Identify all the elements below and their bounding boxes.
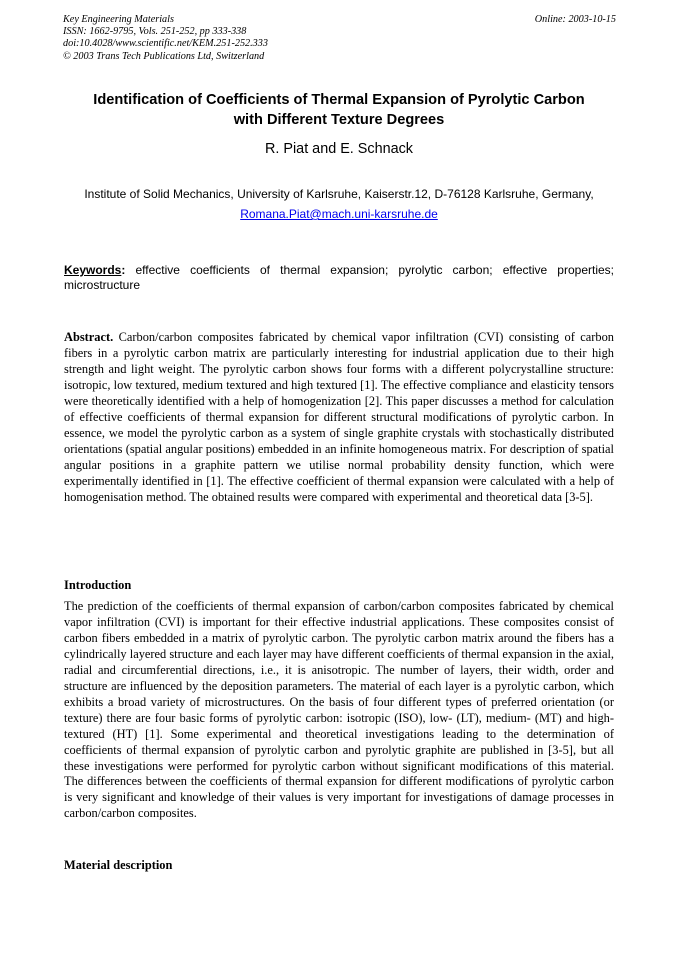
material-description-heading: Material description xyxy=(64,858,173,872)
copyright-line: © 2003 Trans Tech Publications Ltd, Switzerland xyxy=(63,50,265,62)
abstract-label: Abstract. xyxy=(64,330,114,344)
title-line-1: Identification of Coefficients of Thermal Expansion of Pyrolytic Carbon xyxy=(93,92,585,108)
journal-info xyxy=(63,14,616,63)
online-date: Online: 2003-10-15 xyxy=(534,14,616,25)
abstract-text: Carbon/carbon composites fabricated by chemical vapor infiltration (CVI) consisting of carbon fibers in a pyrolytic carbon matrix are particularly interesting for industrial application due to their high strength and light weight. The pyrolytic carbon shows four forms with a different polycrystalline structure: isotropic, low textured, medium textured and high textured [1]. The effective compliance and elasticity tensors were theoretically identified with a help of homogenization [2]. This paper discusses a method for calculation of effective coefficients of thermal expansion for different structural modifications of pyrolytic carbon. In essence, we model the pyrolytic carbon as a system of single graphite crystals with stochastically distributed orientations (spatial angular positions) embedded in an infinite homogeneous matrix. For description of spatial angular positions in a graphite pattern we utilise normal probability density function, which were experimentally identified in [1]. The effective coefficient of thermal expansion were calculated with a help of homogenisation method. The obtained results were compared with experimental and theoretical data [3-5]. xyxy=(64,330,614,504)
keywords-label: Keywords xyxy=(64,263,122,277)
paper-title xyxy=(40,90,638,130)
journal-name: Key Engineering Materials xyxy=(63,14,174,25)
page-header xyxy=(63,14,616,63)
affiliation: Institute of Solid Mechanics, University of Karlsruhe, Kaiserstr.12, D-76128 Karlsruhe, Germany, xyxy=(84,187,594,201)
affiliation-block xyxy=(40,184,638,224)
introduction-heading: Introduction xyxy=(64,578,132,592)
issn-line: ISSN: 1662-9795, Vols. 251-252, pp 333-338 xyxy=(63,26,247,38)
keywords-block xyxy=(64,263,614,293)
keywords-text: effective coefficients of thermal expansion; pyrolytic carbon; effective properties; microstructure xyxy=(64,263,614,292)
authors: R. Piat and E. Schnack xyxy=(265,141,413,157)
doi-line: doi:10.4028/www.scientific.net/KEM.251-252.333 xyxy=(63,38,268,50)
keywords-colon: : xyxy=(121,263,126,277)
introduction-text: The prediction of the coefficients of thermal expansion of carbon/carbon composites fabricated by chemical vapor infiltration (CVI) is important for their effective industrial applications. These composites consist of carbon fibers embedded in a matrix of pyrolytic carbon. The pyrolytic carbon matrix around the fibers has a cylindrically layered structure and each layer may have different coefficients of thermal expansion in the axial, radial and circumferential directions, i.e., it is anisotropic. The number of layers, their width, order and structure are influenced by the deposition parameters. The material of each layer is a pyrolytic carbon, which exhibits a broad variety of microstructures. On the basis of four different types of preferred orientation (or texture) there are four basic forms of pyrolytic carbon: isotropic (ISO), low- (LT), medium- (MT) and high-textured (HT) [1]. Some experimental and theoretical investigations leading to the determination of coefficients of thermal expansion of pyrolytic carbon and pyrolytic graphite are published in [3-5], but all these investigations were performed for pyrolytic carbon without significant modifications of this material. The differences between the coefficients of thermal expansion for different modifications of pyrolytic carbon is very significant and knowledge of their values is very important for investigations of damage processes in carbon/carbon composites. xyxy=(64,599,614,821)
title-line-2: with Different Texture Degrees xyxy=(233,112,445,128)
abstract xyxy=(64,330,614,505)
email-link[interactable]: Romana.Piat@mach.uni-karsruhe.de xyxy=(240,207,438,221)
